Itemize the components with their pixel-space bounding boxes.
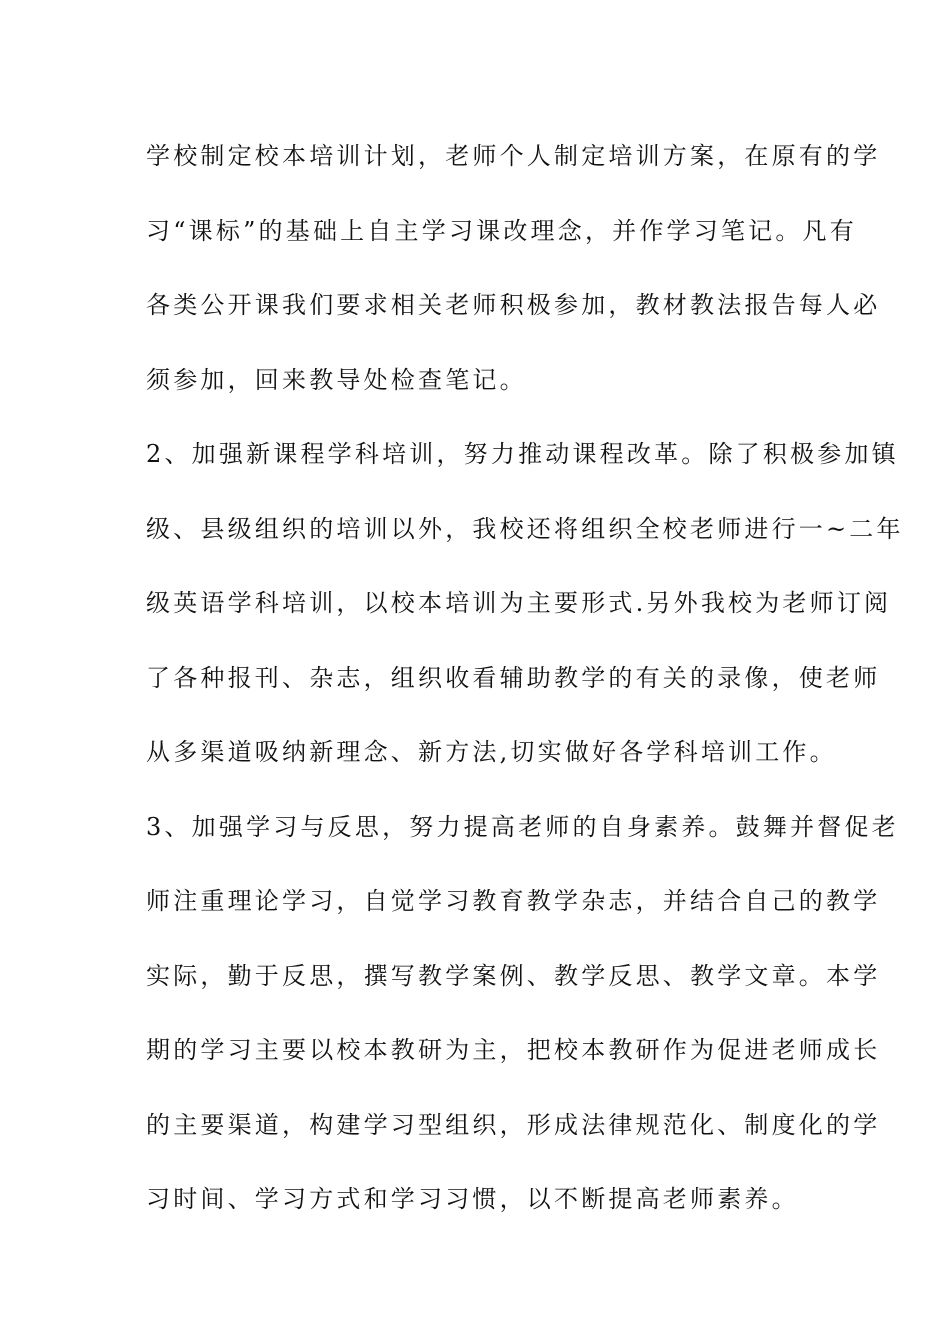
text-line: 各类公开课我们要求相关老师积极参加，教材教法报告每人必 <box>146 291 881 319</box>
text-line: 从多渠道吸纳新理念、新方法,切实做好各学科培训工作。 <box>146 738 837 766</box>
text-line: 了各种报刊、杂志，组织收看辅助教学的有关的录像，使老师 <box>146 663 881 692</box>
text-line: 级英语学科培训，以校本培训为主要形式.另外我校为老师订阅 <box>146 589 892 617</box>
text-line: 习时间、学习方式和学习习惯，以不断提高老师素养。 <box>146 1185 799 1213</box>
text-line: 须参加，回来教导处检查笔记。 <box>146 365 527 394</box>
text-line: 期的学习主要以校本教研为主，把校本教研作为促进老师成长 <box>146 1036 881 1064</box>
text-line: 实际，勤于反思，撰写教学案例、教学反思、教学文章。本学 <box>146 961 881 990</box>
body-text <box>146 128 904 1246</box>
text-line: 学校制定校本培训计划，老师个人制定培训方案，在原有的学 <box>146 142 881 170</box>
text-line: 3、加强学习与反思，努力提高老师的自身素养。鼓舞并督促老 <box>146 812 899 841</box>
text-line: 习“课标”的基础上自主学习课改理念，并作学习笔记。凡有 <box>146 216 857 245</box>
text-line: 师注重理论学习，自觉学习教育教学杂志，并结合自己的教学 <box>146 887 881 915</box>
text-line: 的主要渠道，构建学习型组织，形成法律规范化、制度化的学 <box>146 1110 881 1139</box>
text-line: 级、县级组织的培训以外，我校还将组织全校老师进行一~二年 <box>146 514 904 543</box>
text-line: 2、加强新课程学科培训，努力推动课程改革。除了积极参加镇 <box>146 440 899 468</box>
